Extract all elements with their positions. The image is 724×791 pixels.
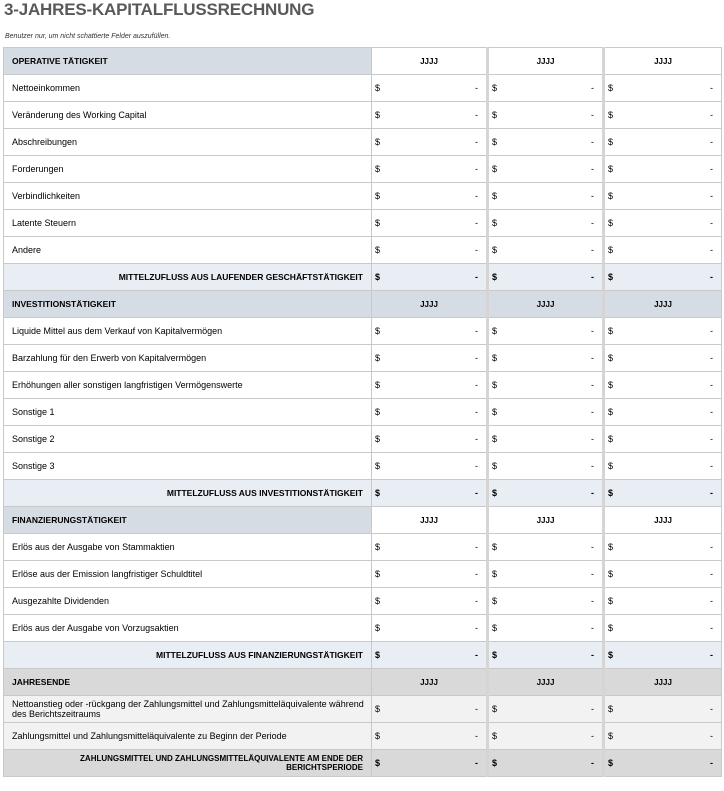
value-cell[interactable] <box>488 183 604 210</box>
currency-symbol: $ <box>375 245 381 255</box>
currency-symbol: $ <box>375 623 381 633</box>
amount-value: - <box>710 569 713 579</box>
currency-symbol: $ <box>492 191 498 201</box>
amount-value: - <box>591 407 594 417</box>
value-cell[interactable] <box>604 237 722 264</box>
amount-value: - <box>710 434 713 444</box>
value-cell[interactable] <box>372 534 488 561</box>
currency-symbol: $ <box>375 731 381 741</box>
amount-value: - <box>591 596 594 606</box>
amount-value: - <box>591 218 594 228</box>
value-cell[interactable] <box>604 183 722 210</box>
amount-value: - <box>475 542 478 552</box>
value-cell[interactable] <box>604 723 722 750</box>
row-label: Sonstige 1 <box>4 399 372 426</box>
row-label: Ausgezahlte Dividenden <box>4 588 372 615</box>
currency-symbol: $ <box>492 650 498 660</box>
row-label: Erlös aus der Ausgabe von Vorzugsaktien <box>4 615 372 642</box>
currency-symbol: $ <box>492 353 498 363</box>
amount-value: - <box>591 461 594 471</box>
currency-symbol: $ <box>375 164 381 174</box>
investition-heading: INVESTITIONSTÄTIGKEIT <box>4 291 372 318</box>
table-row <box>4 75 722 102</box>
currency-symbol: $ <box>375 137 381 147</box>
value-cell <box>604 480 722 507</box>
operative-heading: OPERATIVE TÄTIGKEIT <box>4 48 372 75</box>
currency-symbol: $ <box>608 110 614 120</box>
value-cell <box>488 480 604 507</box>
amount-value: - <box>710 353 713 363</box>
currency-symbol: $ <box>608 191 614 201</box>
currency-symbol: $ <box>375 596 381 606</box>
amount-value: - <box>475 218 478 228</box>
currency-symbol: $ <box>492 218 498 228</box>
operative-year-2[interactable]: JJJJ <box>488 48 604 75</box>
currency-symbol: $ <box>375 488 381 498</box>
row-label: Barzahlung für den Erwerb von Kapitalvermögen <box>4 345 372 372</box>
amount-value: - <box>475 650 478 660</box>
currency-symbol: $ <box>375 326 381 336</box>
value-cell[interactable] <box>372 615 488 642</box>
finanzierung-total-label: MITTELZUFLUSS AUS FINANZIERUNGSTÄTIGKEIT <box>4 642 372 669</box>
currency-symbol: $ <box>492 488 498 498</box>
amount-value: - <box>475 164 478 174</box>
currency-symbol: $ <box>608 488 614 498</box>
amount-value: - <box>475 110 478 120</box>
investition-year-2[interactable]: JJJJ <box>488 291 604 318</box>
value-cell[interactable] <box>488 210 604 237</box>
value-cell[interactable] <box>488 156 604 183</box>
value-cell[interactable] <box>604 210 722 237</box>
value-cell[interactable] <box>604 588 722 615</box>
investition-total-label: MITTELZUFLUSS AUS INVESTITIONSTÄTIGKEIT <box>4 480 372 507</box>
row-label: Abschreibungen <box>4 129 372 156</box>
amount-value: - <box>710 380 713 390</box>
amount-value: - <box>475 623 478 633</box>
amount-value: - <box>710 488 713 498</box>
value-cell <box>604 264 722 291</box>
value-cell[interactable] <box>372 588 488 615</box>
amount-value: - <box>591 623 594 633</box>
currency-symbol: $ <box>492 461 498 471</box>
amount-value: - <box>475 137 478 147</box>
amount-value: - <box>710 758 713 768</box>
currency-symbol: $ <box>608 353 614 363</box>
amount-value: - <box>591 353 594 363</box>
currency-symbol: $ <box>375 191 381 201</box>
currency-symbol: $ <box>492 569 498 579</box>
table-row <box>4 588 722 615</box>
table-row <box>4 534 722 561</box>
value-cell[interactable] <box>604 318 722 345</box>
table-row <box>4 345 722 372</box>
table-row <box>4 372 722 399</box>
value-cell[interactable] <box>604 102 722 129</box>
currency-symbol: $ <box>375 461 381 471</box>
instruction-note: Benutzer nur, um nicht schattierte Felder auszufüllen. <box>5 33 171 40</box>
amount-value: - <box>475 191 478 201</box>
currency-symbol: $ <box>375 434 381 444</box>
investition-total-row <box>4 480 722 507</box>
table-row <box>4 237 722 264</box>
value-cell[interactable] <box>372 75 488 102</box>
currency-symbol: $ <box>375 83 381 93</box>
amount-value: - <box>591 758 594 768</box>
currency-symbol: $ <box>608 650 614 660</box>
amount-value: - <box>591 380 594 390</box>
currency-symbol: $ <box>492 596 498 606</box>
currency-symbol: $ <box>608 596 614 606</box>
amount-value: - <box>475 596 478 606</box>
amount-value: - <box>591 245 594 255</box>
currency-symbol: $ <box>608 164 614 174</box>
jahresende-total-row <box>4 750 722 777</box>
currency-symbol: $ <box>492 542 498 552</box>
amount-value: - <box>710 623 713 633</box>
currency-symbol: $ <box>492 380 498 390</box>
currency-symbol: $ <box>608 569 614 579</box>
table-row <box>4 156 722 183</box>
value-cell[interactable] <box>372 237 488 264</box>
value-cell[interactable] <box>604 372 722 399</box>
amount-value: - <box>710 461 713 471</box>
amount-value: - <box>710 542 713 552</box>
value-cell[interactable] <box>372 102 488 129</box>
amount-value: - <box>591 272 594 282</box>
row-label: Nettoeinkommen <box>4 75 372 102</box>
finanzierung-header-row <box>4 507 722 534</box>
row-label: Erhöhungen aller sonstigen langfristigen Vermögenswerte <box>4 372 372 399</box>
jahresende-total-label: ZAHLUNGSMITTEL UND ZAHLUNGSMITTELÄQUIVALENTE AM ENDE DER BERICHTSPERIODE <box>4 750 372 777</box>
currency-symbol: $ <box>492 110 498 120</box>
value-cell[interactable] <box>372 129 488 156</box>
currency-symbol: $ <box>492 137 498 147</box>
amount-value: - <box>710 596 713 606</box>
currency-symbol: $ <box>375 353 381 363</box>
table-row <box>4 426 722 453</box>
currency-symbol: $ <box>492 704 498 714</box>
value-cell[interactable] <box>372 183 488 210</box>
jahresende-year-3[interactable]: JJJJ <box>604 669 722 696</box>
value-cell[interactable] <box>372 696 488 723</box>
value-cell[interactable] <box>488 399 604 426</box>
currency-symbol: $ <box>608 704 614 714</box>
value-cell[interactable] <box>372 345 488 372</box>
currency-symbol: $ <box>492 164 498 174</box>
value-cell[interactable] <box>604 615 722 642</box>
currency-symbol: $ <box>608 542 614 552</box>
operative-total-row <box>4 264 722 291</box>
row-label: Erlöse aus der Emission langfristiger Schuldtitel <box>4 561 372 588</box>
amount-value: - <box>475 326 478 336</box>
amount-value: - <box>475 434 478 444</box>
value-cell[interactable] <box>488 129 604 156</box>
amount-value: - <box>591 569 594 579</box>
value-cell <box>372 264 488 291</box>
currency-symbol: $ <box>375 380 381 390</box>
value-cell[interactable] <box>604 345 722 372</box>
amount-value: - <box>710 731 713 741</box>
row-label: Forderungen <box>4 156 372 183</box>
cashflow-table <box>3 47 722 777</box>
value-cell[interactable] <box>488 615 604 642</box>
value-cell[interactable] <box>604 453 722 480</box>
jahresende-year-2[interactable]: JJJJ <box>488 669 604 696</box>
row-label: Veränderung des Working Capital <box>4 102 372 129</box>
currency-symbol: $ <box>492 272 498 282</box>
value-cell <box>488 750 604 777</box>
amount-value: - <box>591 542 594 552</box>
currency-symbol: $ <box>375 758 381 768</box>
value-cell[interactable] <box>488 318 604 345</box>
currency-symbol: $ <box>375 542 381 552</box>
amount-value: - <box>475 272 478 282</box>
value-cell[interactable] <box>372 156 488 183</box>
amount-value: - <box>710 704 713 714</box>
amount-value: - <box>591 488 594 498</box>
value-cell[interactable] <box>604 534 722 561</box>
currency-symbol: $ <box>608 407 614 417</box>
value-cell[interactable] <box>372 453 488 480</box>
value-cell[interactable] <box>488 723 604 750</box>
currency-symbol: $ <box>375 218 381 228</box>
value-cell[interactable] <box>604 426 722 453</box>
table-row <box>4 723 722 750</box>
table-row <box>4 561 722 588</box>
row-label: Andere <box>4 237 372 264</box>
jahresende-header-row <box>4 669 722 696</box>
value-cell[interactable] <box>372 723 488 750</box>
value-cell[interactable] <box>372 372 488 399</box>
value-cell <box>372 480 488 507</box>
finanzierung-total-row <box>4 642 722 669</box>
value-cell[interactable] <box>604 156 722 183</box>
table-row <box>4 183 722 210</box>
value-cell <box>488 642 604 669</box>
currency-symbol: $ <box>375 407 381 417</box>
value-cell[interactable] <box>372 318 488 345</box>
value-cell[interactable] <box>372 399 488 426</box>
value-cell[interactable] <box>488 453 604 480</box>
value-cell <box>488 264 604 291</box>
amount-value: - <box>710 407 713 417</box>
currency-symbol: $ <box>492 83 498 93</box>
currency-symbol: $ <box>608 731 614 741</box>
value-cell[interactable] <box>604 696 722 723</box>
table-row <box>4 102 722 129</box>
value-cell[interactable] <box>488 426 604 453</box>
amount-value: - <box>475 380 478 390</box>
amount-value: - <box>475 83 478 93</box>
table-row <box>4 318 722 345</box>
value-cell[interactable] <box>488 588 604 615</box>
amount-value: - <box>591 434 594 444</box>
finanzierung-year-2[interactable]: JJJJ <box>488 507 604 534</box>
amount-value: - <box>475 731 478 741</box>
value-cell[interactable] <box>604 561 722 588</box>
amount-value: - <box>710 245 713 255</box>
page-title: 3-JAHRES-KAPITALFLUSSRECHNUNG <box>4 0 315 19</box>
currency-symbol: $ <box>375 704 381 714</box>
value-cell[interactable] <box>488 75 604 102</box>
finanzierung-heading: FINANZIERUNGSTÄTIGKEIT <box>4 507 372 534</box>
currency-symbol: $ <box>608 137 614 147</box>
amount-value: - <box>591 164 594 174</box>
row-label: Liquide Mittel aus dem Verkauf von Kapitalvermögen <box>4 318 372 345</box>
table-row <box>4 696 722 723</box>
value-cell <box>372 642 488 669</box>
value-cell[interactable] <box>372 561 488 588</box>
currency-symbol: $ <box>608 380 614 390</box>
operative-year-1[interactable]: JJJJ <box>372 48 488 75</box>
value-cell <box>604 750 722 777</box>
amount-value: - <box>591 191 594 201</box>
amount-value: - <box>710 272 713 282</box>
amount-value: - <box>475 704 478 714</box>
table-row <box>4 210 722 237</box>
currency-symbol: $ <box>375 272 381 282</box>
amount-value: - <box>710 137 713 147</box>
operative-year-3[interactable]: JJJJ <box>604 48 722 75</box>
amount-value: - <box>710 164 713 174</box>
amount-value: - <box>710 191 713 201</box>
amount-value: - <box>591 110 594 120</box>
row-label: Erlös aus der Ausgabe von Stammaktien <box>4 534 372 561</box>
currency-symbol: $ <box>608 272 614 282</box>
jahresende-year-1[interactable]: JJJJ <box>372 669 488 696</box>
table-row <box>4 453 722 480</box>
row-label: Latente Steuern <box>4 210 372 237</box>
currency-symbol: $ <box>375 569 381 579</box>
row-label: Verbindlichkeiten <box>4 183 372 210</box>
table-row <box>4 399 722 426</box>
currency-symbol: $ <box>492 245 498 255</box>
value-cell[interactable] <box>488 237 604 264</box>
row-label: Sonstige 3 <box>4 453 372 480</box>
table-row <box>4 615 722 642</box>
value-cell[interactable] <box>488 561 604 588</box>
investition-year-1[interactable]: JJJJ <box>372 291 488 318</box>
value-cell[interactable] <box>372 426 488 453</box>
amount-value: - <box>475 461 478 471</box>
amount-value: - <box>710 218 713 228</box>
currency-symbol: $ <box>608 245 614 255</box>
currency-symbol: $ <box>608 326 614 336</box>
amount-value: - <box>710 83 713 93</box>
amount-value: - <box>591 137 594 147</box>
currency-symbol: $ <box>608 461 614 471</box>
value-cell[interactable] <box>488 372 604 399</box>
value-cell <box>372 750 488 777</box>
value-cell[interactable] <box>488 102 604 129</box>
amount-value: - <box>475 353 478 363</box>
currency-symbol: $ <box>608 758 614 768</box>
amount-value: - <box>591 83 594 93</box>
currency-symbol: $ <box>608 434 614 444</box>
currency-symbol: $ <box>608 83 614 93</box>
currency-symbol: $ <box>375 650 381 660</box>
row-label: Zahlungsmittel und Zahlungsmitteläquivalente zu Beginn der Periode <box>4 723 372 750</box>
currency-symbol: $ <box>492 758 498 768</box>
amount-value: - <box>710 326 713 336</box>
currency-symbol: $ <box>608 218 614 228</box>
amount-value: - <box>591 731 594 741</box>
currency-symbol: $ <box>608 623 614 633</box>
investition-header-row <box>4 291 722 318</box>
value-cell <box>604 642 722 669</box>
amount-value: - <box>475 407 478 417</box>
amount-value: - <box>475 569 478 579</box>
finanzierung-year-3[interactable]: JJJJ <box>604 507 722 534</box>
currency-symbol: $ <box>492 623 498 633</box>
amount-value: - <box>591 326 594 336</box>
value-cell[interactable] <box>604 399 722 426</box>
amount-value: - <box>710 650 713 660</box>
amount-value: - <box>591 704 594 714</box>
value-cell[interactable] <box>372 210 488 237</box>
amount-value: - <box>710 110 713 120</box>
finanzierung-year-1[interactable]: JJJJ <box>372 507 488 534</box>
row-label: Sonstige 2 <box>4 426 372 453</box>
amount-value: - <box>475 488 478 498</box>
operative-header-row <box>4 48 722 75</box>
value-cell[interactable] <box>488 534 604 561</box>
amount-value: - <box>475 245 478 255</box>
investition-year-3[interactable]: JJJJ <box>604 291 722 318</box>
currency-symbol: $ <box>375 110 381 120</box>
value-cell[interactable] <box>488 345 604 372</box>
value-cell[interactable] <box>604 129 722 156</box>
table-row <box>4 129 722 156</box>
operative-total-label: MITTELZUFLUSS AUS LAUFENDER GESCHÄFTSTÄTIGKEIT <box>4 264 372 291</box>
jahresende-heading: JAHRESENDE <box>4 669 372 696</box>
currency-symbol: $ <box>492 407 498 417</box>
row-label: Nettoanstieg oder -rückgang der Zahlungsmittel und Zahlungsmitteläquivalente während des Berichtszeitraums <box>4 696 372 723</box>
currency-symbol: $ <box>492 731 498 741</box>
value-cell[interactable] <box>604 75 722 102</box>
currency-symbol: $ <box>492 434 498 444</box>
amount-value: - <box>475 758 478 768</box>
amount-value: - <box>591 650 594 660</box>
currency-symbol: $ <box>492 326 498 336</box>
value-cell[interactable] <box>488 696 604 723</box>
